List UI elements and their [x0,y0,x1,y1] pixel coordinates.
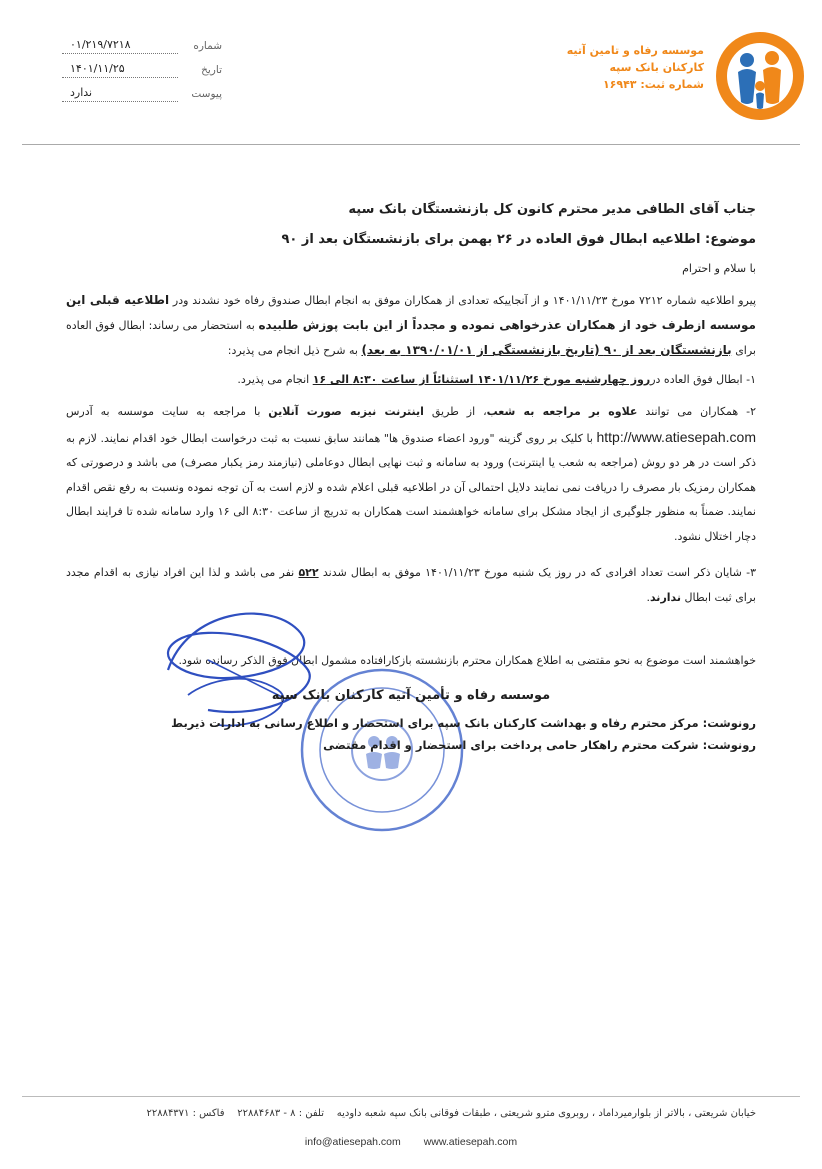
org-name-line1: موسسه رفاه و تامین آتیه [566,44,704,57]
org-logo [566,28,808,124]
number-label: شماره [193,40,222,52]
date-label: تاریخ [201,64,222,76]
cc-line-2: رونوشت: شرکت محترم راهکار حامی پرداخت برای استحضار و اقدام مقتضی [323,738,756,752]
cc-line-1: رونوشت: مرکز محترم رفاه و بهداشت کارکنان بانک سپه برای استحضار و اطلاع رسانی به ادارات ذیربط [171,716,756,730]
footer-email[interactable]: info@atiesepah.com [304,1136,401,1148]
item3-part-a: ۳- شایان ذکر است تعداد افرادی که در روز یک شنبه مورخ ۱۴۰۱/۱۱/۲۳ موفق به ابطال شدند [318,566,756,579]
footer-address: خیابان شریعتی ، بالاتر از بلوارمیرداماد ، روبروی مترو شریعتی ، طبقات فوقانی بانک سپه شعبه داودیه [336,1108,756,1119]
addressee: جناب آقای الطافی مدیر محترم کانون کل بازنشستگان بانک سپه [348,202,756,217]
item1-part-b: روز چهارشنبه مورخ ۱۴۰۱/۱۱/۲۶ استثنائاً از ساعت ۸:۳۰ الی ۱۶ [312,373,651,386]
footer-divider [22,1096,800,1097]
paragraph-intro [66,288,756,363]
footer-fax: فاکس : ۲۲۸۸۴۳۷۱ [146,1108,225,1119]
org-name [566,42,704,93]
item3-count: ۵۲۲ [298,566,319,579]
item3-part-e: . [646,591,650,604]
meta-attachment [62,86,222,110]
footer-website[interactable]: www.atiesepah.com [423,1136,518,1148]
website-link[interactable]: http://www.atiesepah.com [596,428,756,445]
header-divider [22,144,800,145]
item-1 [66,368,756,392]
number-line [62,53,178,54]
meta-date [62,62,222,86]
item3-part-c: نفر می باشد و لذا این افراد نیازی به اقدام مجدد برای ثبت ابطال [66,566,756,604]
family-logo-icon [712,28,808,124]
letter-meta [62,38,222,110]
footer-contacts [0,1136,822,1148]
item2-part-d: اینترنت نیزبه صورت آنلاین [268,405,424,418]
item1-part-c: انجام می پذیرد. [237,373,313,386]
item2-part-a: ۲- همکاران می توانند [637,405,756,418]
item1-part-a: ۱- ابطال فوق العاده در [650,373,756,386]
number-value: ۰۱/۲۱۹/۷۲۱۸ [70,38,131,51]
item2-part-c: ، از طریق [423,405,487,418]
sender-name: موسسه رفاه و تأمین آتیه کارکنان بانک سپه [271,688,551,703]
attachment-value: ندارد [70,86,93,99]
meta-number [62,38,222,62]
greeting: با سلام و احترام [682,262,756,275]
date-line [62,77,178,78]
org-name-line2: کارکنان بانک سپه [609,61,704,74]
p1-part-c: به استحضار می رساند: ابطال فوق العاده برای [66,319,756,357]
item2-part-f: با کلیک بر روی گزینه "ورود اعضاء صندوق ها" همانند سابق نسبت به ثبت درخواست ابطال خود اقدام نمایند. لازم به ذکر است در هر دو روش (مراجعه به شعب یا اینترنت) ورود به سامانه و ثبت نهایی ابطال دوعاملی (نیازمند رمز یکبار مصرف) می باشد و درصورتی که همکاران رمزیک بار مصرف را دریافت نمی نمایند دلایل احتمالی آن در اطلاعیه قبلی اعلام شده و لازم است به آن توجه نموده ونسبت به رفع نقص اقدام نمایند. ضمناً به منظور جلوگیری از ایجاد مشکل برای سامانه خواهشمند است همکاران به تدریج از ساعت ۸:۳۰ الی ۱۶ وارد سامانه شده تا فرایند ابطال دچار اختلال نشود. [66,431,756,543]
footer-address-line [146,1108,756,1119]
item2-part-e: با مراجعه به سایت موسسه به آدرس [66,405,269,418]
attachment-label: پیوست [191,88,222,100]
date-value: ۱۴۰۱/۱۱/۲۵ [70,62,125,75]
p1-part-e: به شرح ذیل انجام می پذیرد: [227,344,362,357]
org-registration: شماره ثبت: ۱۶۹۴۳ [602,78,704,91]
item2-part-b: علاوه بر مراجعه به شعب [486,405,638,418]
footer-phone: تلفن : ۸ - ۲۲۸۸۴۶۸۳ [237,1108,325,1119]
subject: موضوع: اطلاعیه ابطال فوق العاده در ۲۶ بهمن برای بازنشستگان بعد از ۹۰ [281,232,756,247]
p1-part-d: بازنشستگان بعد از ۹۰ (تاریخ بازنشستگی از ۱۳۹۰/۰۱/۰۱ به بعد) [361,343,732,357]
item-2 [66,400,756,549]
item3-part-d: ندارند [649,591,682,604]
attachment-line [62,101,178,102]
p1-part-a: پیرو اطلاعیه شماره ۷۲۱۲ مورخ ۱۴۰۱/۱۱/۲۳ و از آنجاییکه تعدادی از همکاران موفق به انجام ابطال صندوق رفاه خود نشدند ودر [169,294,757,307]
p1-part-b: اطلاعیه قبلی این موسسه ازطرف خود از همکاران عذرخواهی نموده و مجدداً از این بابت پوزش طلبیده [66,293,756,332]
closing: خواهشمند است موضوع به نحو مقتضی به اطلاع همکاران محترم بازنشسته بازکارافتاده مشمول ابطال فوق الذکر رسانده شود. [178,654,756,667]
